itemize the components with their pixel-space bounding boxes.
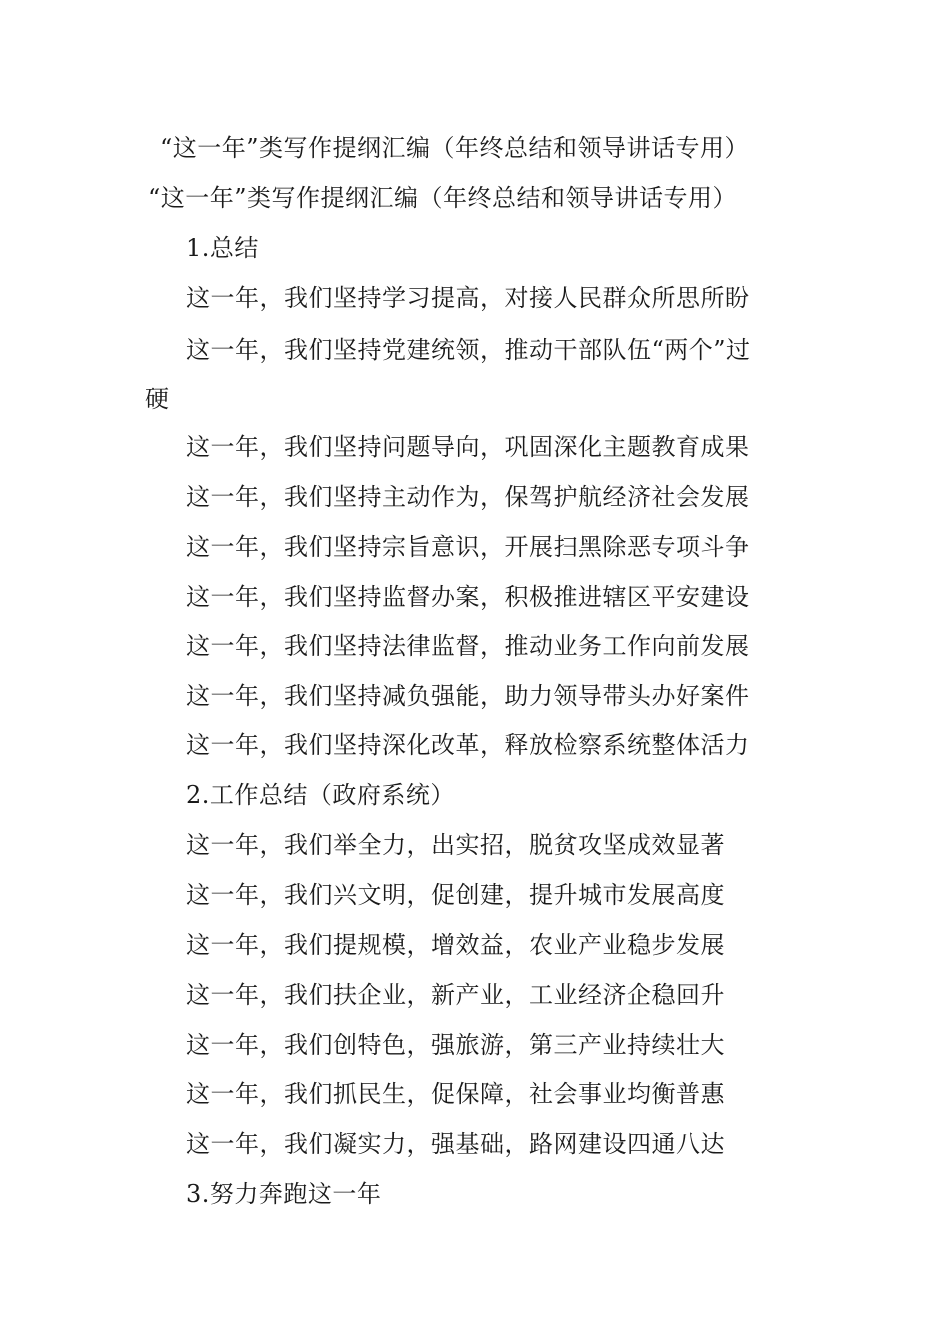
section-heading-government: 2.工作总结（政府系统）	[186, 781, 455, 809]
list-item: 这一年，我们坚持监督办案，积极推进辖区平安建设	[186, 583, 750, 611]
document-subtitle: “这一年”类写作提纲汇编（年终总结和领导讲话专用）	[148, 184, 738, 212]
list-item: 这一年，我们坚持法律监督，推动业务工作向前发展	[186, 632, 750, 660]
list-item: 这一年，我们提规模，增效益，农业产业稳步发展	[186, 931, 725, 959]
list-item: 这一年，我们扶企业，新产业，工业经济企稳回升	[186, 981, 725, 1009]
list-item: 这一年，我们坚持宗旨意识，开展扫黑除恶专项斗争	[186, 533, 750, 561]
list-item-continuation: 硬	[145, 385, 170, 413]
list-item: 这一年，我们坚持学习提高，对接人民群众所思所盼	[186, 284, 750, 312]
list-item: 这一年，我们凝实力，强基础，路网建设四通八达	[186, 1130, 725, 1158]
section-heading-summary: 1.总结	[186, 234, 259, 262]
list-item: 这一年，我们抓民生，促保障，社会事业均衡普惠	[186, 1080, 725, 1108]
list-item: 这一年，我们举全力，出实招，脱贫攻坚成效显著	[186, 831, 725, 859]
list-item: 这一年，我们坚持党建统领，推动干部队伍“两个”过	[186, 336, 751, 364]
list-item: 这一年，我们坚持深化改革，释放检察系统整体活力	[186, 731, 750, 759]
list-item: 这一年，我们坚持减负强能，助力领导带头办好案件	[186, 682, 750, 710]
list-item: 这一年，我们兴文明，促创建，提升城市发展高度	[186, 881, 725, 909]
list-item: 这一年，我们坚持问题导向，巩固深化主题教育成果	[186, 433, 750, 461]
section-heading-running: 3.努力奔跑这一年	[186, 1180, 382, 1208]
list-item: 这一年，我们创特色，强旅游，第三产业持续壮大	[186, 1031, 725, 1059]
list-item: 这一年，我们坚持主动作为，保驾护航经济社会发展	[186, 483, 750, 511]
document-title: “这一年”类写作提纲汇编（年终总结和领导讲话专用）	[160, 134, 750, 162]
